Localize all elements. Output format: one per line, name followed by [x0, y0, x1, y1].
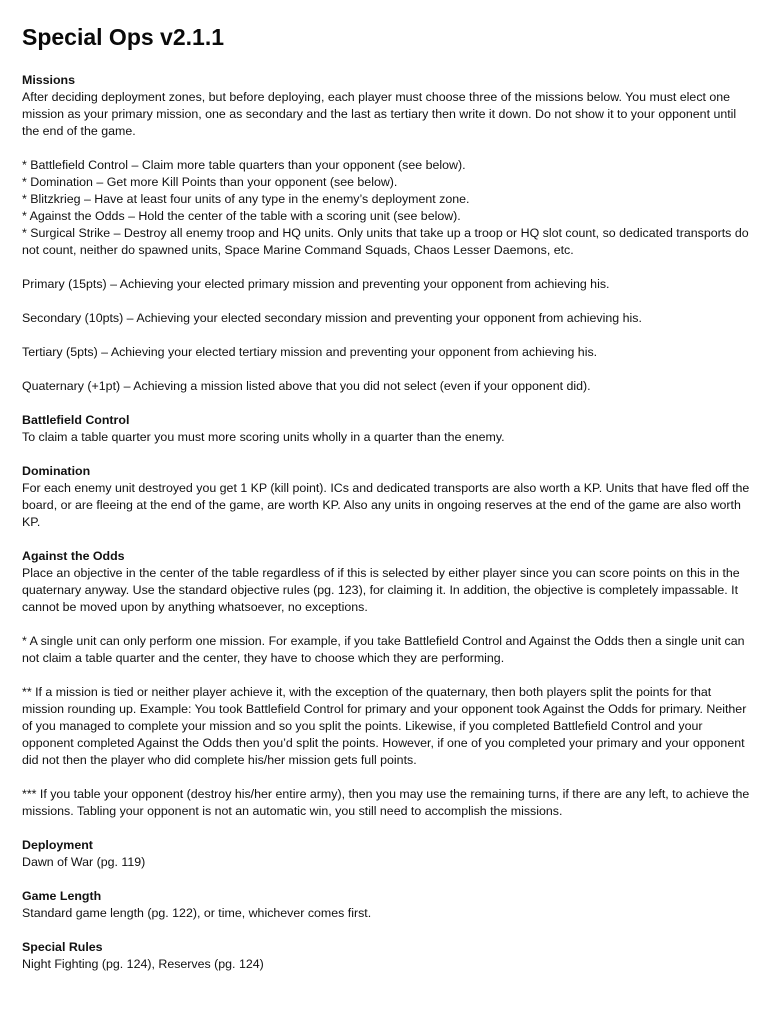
game-length-heading: Game Length [22, 889, 102, 903]
spacer [22, 327, 750, 344]
document-title: Special Ops v2.1.1 [22, 24, 225, 50]
spacer [22, 616, 750, 633]
spacer [22, 293, 750, 310]
domination-heading: Domination [22, 464, 91, 478]
spacer [22, 531, 750, 548]
spacer [22, 820, 750, 837]
tertiary-points: Tertiary (5pts) – Achieving your elected tertiary mission and preventing your opponent from achieving his. [22, 345, 598, 359]
game-length-text: Standard game length (pg. 122), or time, whichever comes first. [22, 906, 372, 920]
special-rules-heading: Special Rules [22, 940, 103, 954]
missions-intro: After deciding deployment zones, but before deploying, each player must choose three of the missions below. You must elect one mission as your primary mission, one as secondary and the last as tertiary then write it down. Do not show it to your opponent until the end of the game. [22, 90, 737, 138]
secondary-points: Secondary (10pts) – Achieving your elected secondary mission and preventing your opponent from achieving his. [22, 311, 642, 325]
mission-item-battlefield-control: * Battlefield Control – Claim more table quarters than your opponent (see below). [22, 158, 466, 172]
note-tied-mission: ** If a mission is tied or neither player achieve it, with the exception of the quaternary, then both players split the points for that mission rounding up. Example: You took Battlefield Control for primary and your opponent took Against the Odds for primary. Neither of you managed to complete your mission and so you split the points. Likewise, if you completed Battlefield Control and your opponent completed Against the Odds then you’d split the points. However, if one of you completed your primary and your opponent did not then the player who did complete his/her mission gets full points. [22, 685, 747, 767]
deployment-text: Dawn of War (pg. 119) [22, 855, 146, 869]
battlefield-control-text: To claim a table quarter you must more scoring units wholly in a quarter than the enemy. [22, 430, 505, 444]
against-the-odds-heading: Against the Odds [22, 549, 125, 563]
spacer [22, 871, 750, 888]
spacer [22, 361, 750, 378]
spacer [22, 922, 750, 939]
primary-points: Primary (15pts) – Achieving your elected primary mission and preventing your opponent from achieving his. [22, 277, 610, 291]
domination-text: For each enemy unit destroyed you get 1 KP (kill point). ICs and dedicated transports are also worth a KP. Units that have fled off the board, or are fleeing at the end of the game, are worth KP. Also any units in ongoing reserves at the end of the game are also worth KP. [22, 481, 750, 529]
note-tabling: *** If you table your opponent (destroy his/her entire army), then you may use the remaining turns, if there are any left, to achieve the missions. Tabling your opponent is not an automatic win, you still need to accomplish the missions. [22, 787, 750, 818]
battlefield-control-heading: Battlefield Control [22, 413, 130, 427]
mission-item-against-the-odds: * Against the Odds – Hold the center of the table with a scoring unit (see below). [22, 209, 461, 223]
spacer [22, 395, 750, 412]
quaternary-points: Quaternary (+1pt) – Achieving a mission listed above that you did not select (even if your opponent did). [22, 379, 591, 393]
spacer [22, 259, 750, 276]
note-single-unit: * A single unit can only perform one mission. For example, if you take Battlefield Control and Against the Odds then a single unit can not claim a table quarter and the center, they have to choose which they are performing. [22, 634, 745, 665]
mission-item-blitzkrieg: * Blitzkrieg – Have at least four units of any type in the enemy’s deployment zone. [22, 192, 470, 206]
missions-heading: Missions [22, 73, 76, 87]
mission-item-surgical-strike: * Surgical Strike – Destroy all enemy troop and HQ units. Only units that take up a troop or HQ slot count, so dedicated transports do not count, neither do spawned units, Space Marine Command Squads, Chaos Lesser Daemons, etc. [22, 226, 749, 257]
document-body [22, 72, 750, 973]
special-rules-text: Night Fighting (pg. 124), Reserves (pg. 124) [22, 957, 264, 971]
against-the-odds-text: Place an objective in the center of the table regardless of if this is selected by either player since you can score points on this in the quaternary anyway. Use the standard objective rules (pg. 123), for claiming it. In addition, the objective is completely impassable. It cannot be moved upon by anything whatsoever, no exceptions. [22, 566, 740, 614]
spacer [22, 446, 750, 463]
spacer [22, 140, 750, 157]
spacer [22, 769, 750, 786]
mission-item-domination: * Domination – Get more Kill Points than your opponent (see below). [22, 175, 398, 189]
deployment-heading: Deployment [22, 838, 93, 852]
spacer [22, 667, 750, 684]
